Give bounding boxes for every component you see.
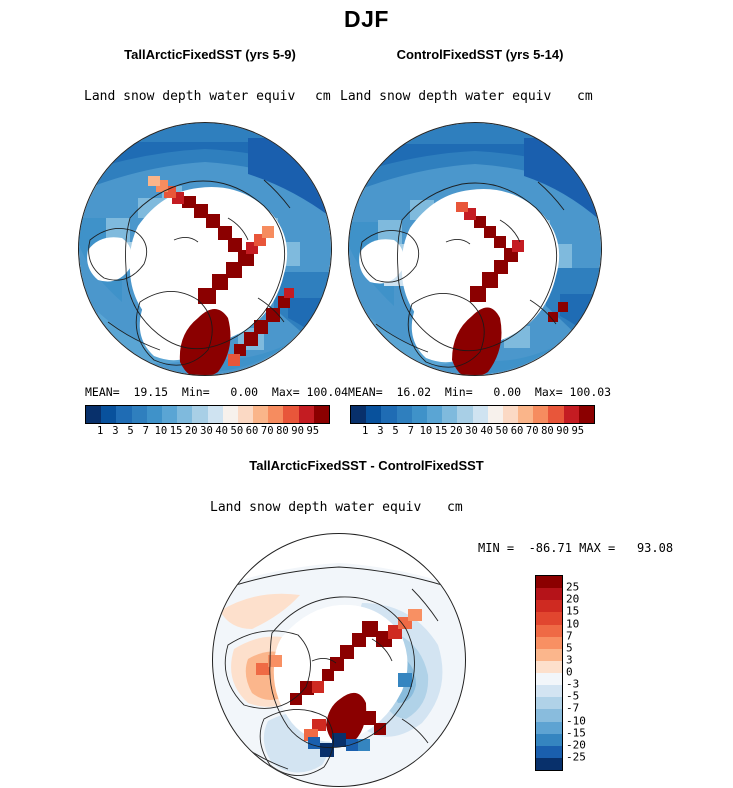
field-label-right: Land snow depth water equiv: [340, 89, 552, 104]
colorbar-tick: 50: [230, 425, 244, 437]
colorbar-tick: 90: [556, 425, 569, 437]
colorbar-tick: -15: [566, 726, 586, 740]
colorbar-tick: 20: [566, 592, 580, 606]
colorbar-tick: 90: [291, 425, 304, 437]
stats-right: MEAN= 16.02 Min= 0.00 Max= 100.03: [348, 385, 612, 399]
colorbar-left: [85, 405, 330, 424]
colorbar-tick: 5: [392, 425, 399, 437]
colorbar-tick: 10: [566, 617, 580, 630]
units-label-diff: cm: [447, 500, 463, 515]
colorbar-tick: 3: [566, 653, 573, 667]
colorbar-tick: 95: [571, 425, 585, 437]
colorbar-tick: 95: [306, 425, 320, 437]
panel-title-left: TallArcticFixedSST (yrs 5-9): [124, 47, 296, 62]
polar-map-right: [348, 122, 602, 376]
colorbar-right-ticks: [350, 425, 593, 439]
colorbar-tick: 60: [245, 425, 259, 437]
colorbar-tick: 1: [97, 425, 104, 437]
colorbar-tick: 40: [480, 425, 494, 437]
colorbar-tick: 20: [449, 425, 463, 437]
colorbar-tick: 15: [566, 604, 580, 618]
units-label-right: cm: [577, 89, 593, 104]
colorbar-tick: -25: [566, 750, 586, 764]
colorbar-tick: 10: [419, 425, 433, 437]
colorbar-tick: 20: [184, 425, 198, 437]
colorbar-right: [350, 405, 595, 424]
colorbar-tick: 3: [112, 425, 119, 437]
colorbar-left-ticks: [85, 425, 328, 439]
units-label-left: cm: [315, 89, 331, 104]
colorbar-tick: 5: [566, 641, 573, 655]
colorbar-tick: 15: [434, 425, 448, 437]
colorbar-diff: [535, 575, 563, 771]
colorbar-tick: 7: [407, 425, 414, 437]
colorbar-tick: 25: [566, 580, 580, 594]
panel-title-diff: TallArcticFixedSST - ControlFixedSST: [249, 458, 484, 473]
colorbar-tick: 3: [377, 425, 384, 437]
colorbar-tick: 70: [525, 425, 539, 437]
panel-title-right: ControlFixedSST (yrs 5-14): [396, 47, 564, 62]
colorbar-tick: 7: [142, 425, 149, 437]
stats-diff: MIN = -86.71 MAX = 93.08: [478, 541, 674, 555]
page-title: DJF: [344, 6, 389, 32]
polar-map-diff: [212, 533, 466, 787]
field-label-diff: Land snow depth water equiv: [210, 500, 422, 515]
colorbar-tick: -5: [566, 689, 580, 703]
colorbar-tick: 5: [127, 425, 134, 437]
colorbar-tick: 30: [200, 425, 213, 437]
colorbar-tick: -20: [566, 738, 586, 752]
colorbar-tick: 7: [566, 629, 573, 643]
colorbar-tick: 10: [154, 425, 168, 437]
colorbar-tick: 80: [276, 425, 289, 437]
colorbar-tick: 1: [362, 425, 369, 437]
stats-left: MEAN= 19.15 Min= 0.00 Max= 100.04: [85, 385, 349, 399]
colorbar-tick: -7: [566, 701, 580, 715]
colorbar-tick: 50: [495, 425, 509, 437]
colorbar-tick: -3: [566, 677, 580, 691]
colorbar-tick: 70: [260, 425, 274, 437]
colorbar-tick: -10: [566, 714, 586, 727]
colorbar-tick: 30: [465, 425, 478, 437]
polar-map-left: [78, 122, 332, 376]
field-label-left: Land snow depth water equiv: [84, 89, 296, 104]
colorbar-tick: 0: [566, 665, 573, 679]
colorbar-tick: 15: [169, 425, 183, 437]
colorbar-tick: 80: [541, 425, 554, 437]
colorbar-tick: 40: [215, 425, 229, 437]
colorbar-tick: 60: [510, 425, 524, 437]
colorbar-diff-ticks: [566, 575, 606, 769]
